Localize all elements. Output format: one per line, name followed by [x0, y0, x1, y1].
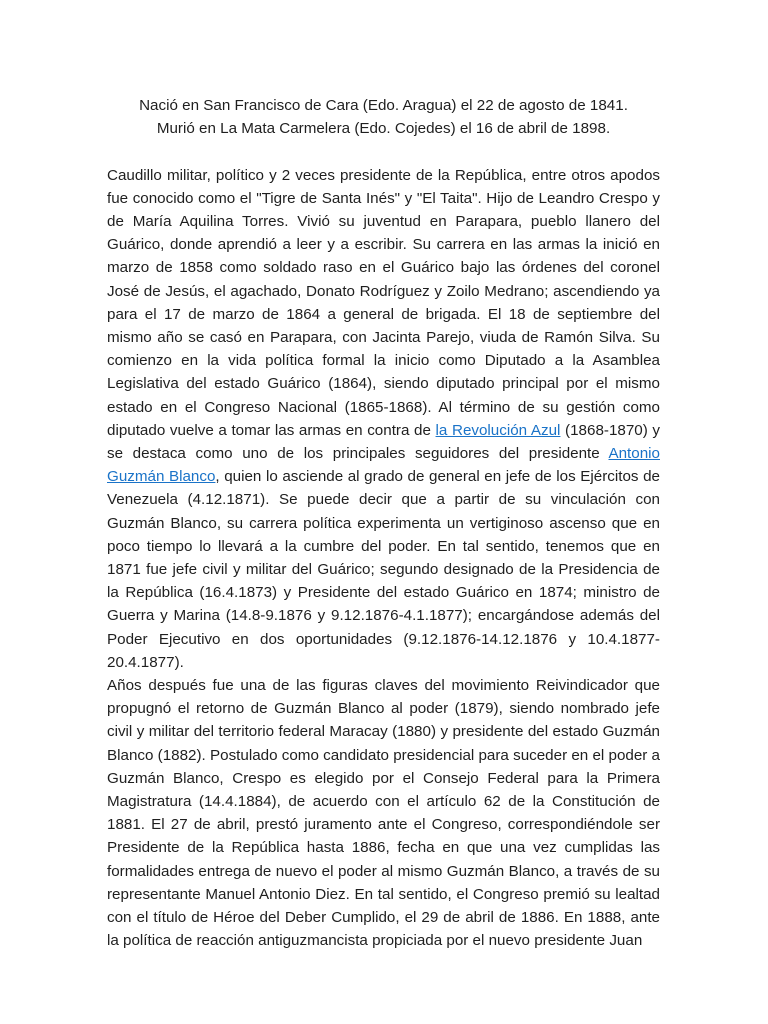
- document-page: [107, 94, 660, 953]
- paragraph-biography-1: [107, 164, 660, 674]
- link-revolucion-azul[interactable]: la Revolución Azul: [435, 421, 561, 439]
- paragraph-text: Caudillo militar, político y 2 veces presidente de la República, entre otros apodos fue conocido como el "Tigre de Santa Inés" y "El Taita". Hijo de Leandro Crespo y de María Aquilina Torres. Vivió su juventud en Parapara, pueblo llanero del Guárico, donde aprendió a leer y a escribir. Su carrera en las armas la inició en marzo de 1858 como soldado raso en el Guárico bajo las órdenes del coronel José de Jesús, el agachado, Donato Rodríguez y Zoilo Medrano; ascendiendo ya para el 17 de marzo de 1864 a general de brigada. El 18 de septiembre del mismo año se casó en Parapara, con Jacinta Parejo, viuda de Ramón Silva. Su comienzo en la vida política formal la inicio como Diputado a la Asamblea Legislativa del estado Guárico (1864), siendo diputado principal por el mismo estado en el Congreso Nacional (1865-1868). Al término de su gestión como diputado vuelve a tomar las armas en contra de: [107, 166, 660, 439]
- death-line: Murió en La Mata Carmelera (Edo. Cojedes) el 16 de abril de 1898.: [156, 120, 611, 138]
- paragraph-text: , quien lo asciende al grado de general en jefe de los Ejércitos de Venezuela (4.12.1871). Se puede decir que a partir de su vinculación con Guzmán Blanco, su carrera política experimenta un vertiginoso ascenso que en poco tiempo lo llevará a la cumbre del poder. En tal sentido, tenemos que en 1871 fue jefe civil y militar del Guárico; segundo designado de la Presidencia de la República (16.4.1873) y Presidente del estado Guárico en 1874; ministro de Guerra y Marina (14.8-9.1876 y 9.12.1876-4.1.1877); encargándose además del Poder Ejecutivo en dos oportunidades (9.12.1876-14.12.1876 y 10.4.1877-20.4.1877).: [107, 468, 660, 671]
- blank-line: [107, 140, 660, 163]
- link-antonio-guzman-blanco[interactable]: Antonio Guzmán Blanco: [107, 445, 660, 486]
- birth-line: Nació en San Francisco de Cara (Edo. Aragua) el 22 de agosto de 1841.: [139, 97, 628, 114]
- paragraph-biography-2: Años después fue una de las figuras claves del movimiento Reivindicador que propugnó el retorno de Guzmán Blanco al poder (1879), siendo nombrado jefe civil y militar del territorio federal Maracay (1880) y presidente del estado Guzmán Blanco (1882). Postulado como candidato presidencial para suceder en el poder a Guzmán Blanco, Crespo es elegido por el Consejo Federal para la Primera Magistratura (14.4.1884), de acuerdo con el artículo 62 de la Constitución de 1881. El 27 de abril, prestó juramento ante el Congreso, correspondiéndole ser Presidente de la República hasta 1886, fecha en que una vez cumplidas las formalidades entrega de nuevo el poder al mismo Guzmán Blanco, a través de su representante Manuel Antonio Diez. En tal sentido, el Congreso premió su lealtad con el título de Héroe del Deber Cumplido, el 29 de abril de 1886. En 1888, ante la política de reacción antiguzmancista propiciada por el nuevo presidente Juan: [107, 677, 661, 950]
- paragraph-text: (1868-1870) y se destaca como uno de los principales seguidores del presidente: [107, 421, 660, 463]
